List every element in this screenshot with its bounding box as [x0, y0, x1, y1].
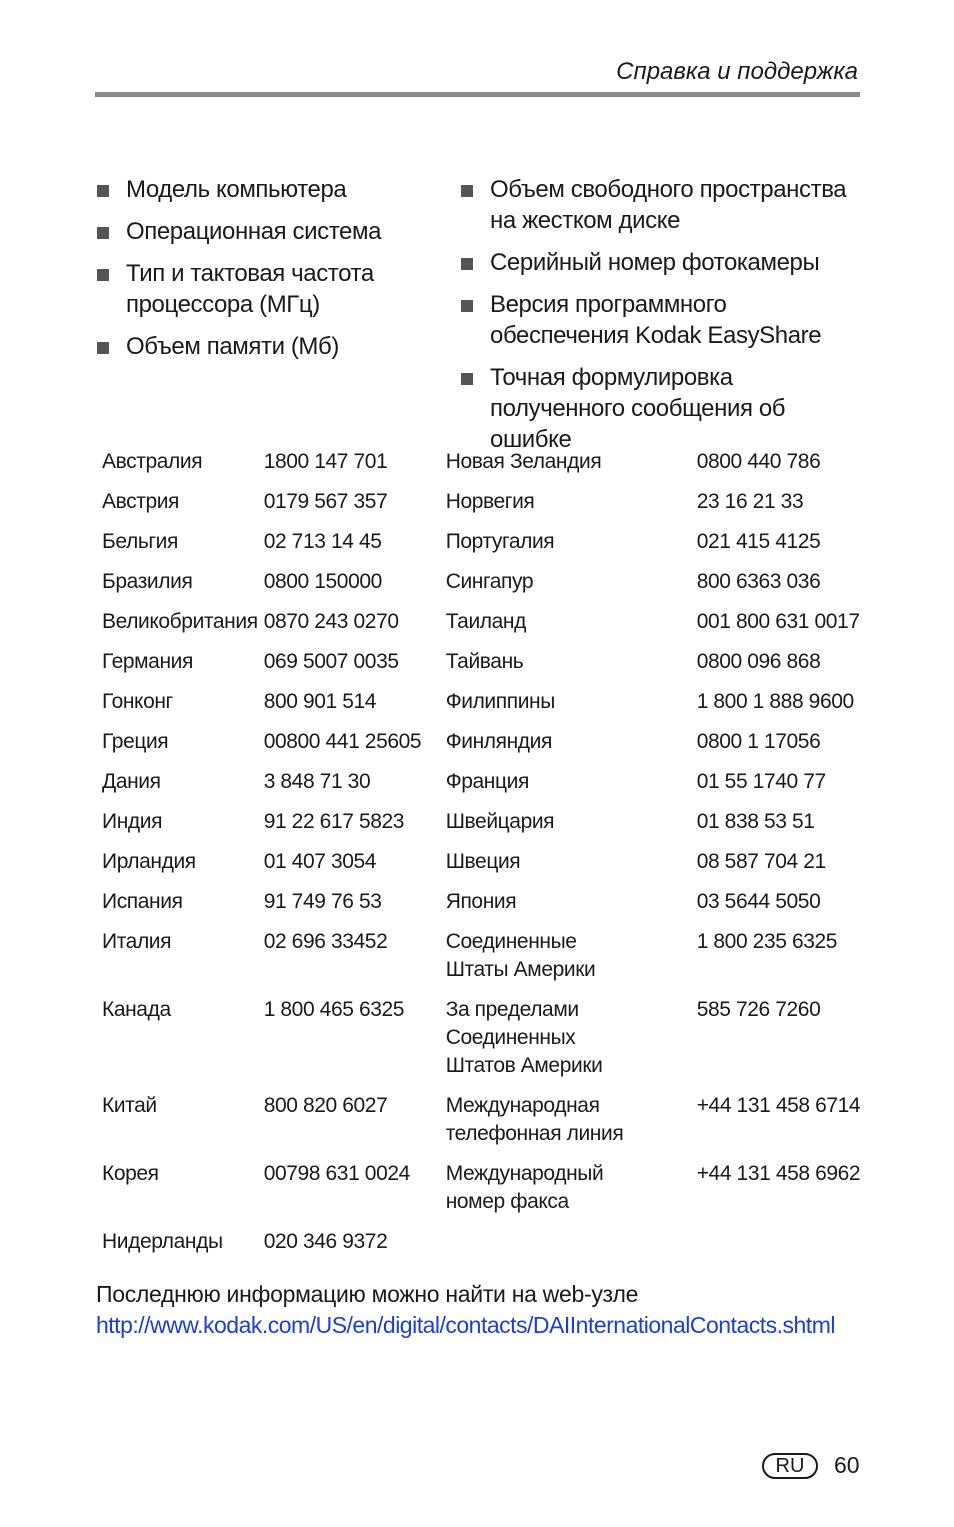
cell-line: Ирландия: [102, 850, 196, 873]
country-name: [440, 568, 691, 608]
phone-number: [258, 568, 440, 608]
header-divider: [95, 92, 860, 97]
country-name: [96, 568, 258, 608]
cell-line: Тайвань: [445, 650, 524, 673]
country-name: [96, 688, 258, 728]
country-name: [440, 1092, 691, 1160]
table-row: [96, 888, 864, 928]
phone-number: [258, 888, 440, 928]
section-title: Справка и поддержка: [616, 58, 858, 85]
cell-line: 1 800 235 6325: [696, 930, 838, 953]
cell-line: 0800 096 868: [696, 650, 821, 673]
checklist-item-text: Объем свободного пространства на жестком диске: [490, 176, 847, 234]
phone-number: [691, 848, 864, 888]
checklist-item: [460, 174, 860, 236]
cell-line: +44 131 458 6714: [696, 1094, 861, 1117]
cell-line: Швейцария: [445, 810, 555, 833]
cell-line: 02 696 33452: [263, 930, 388, 953]
country-name: [96, 888, 258, 928]
table-row: [96, 1228, 864, 1268]
checklist-item-text: Модель компьютера: [126, 176, 347, 203]
table-row: [96, 488, 864, 528]
square-bullet-icon: [97, 227, 109, 239]
cell-line: 800 820 6027: [263, 1094, 388, 1117]
page-number: 60: [834, 1452, 860, 1478]
cell-line: Гонконг: [102, 690, 173, 713]
left-checklist: [96, 174, 436, 373]
cell-line: номер факса: [445, 1190, 569, 1213]
square-bullet-icon: [461, 373, 473, 385]
cell-line: 800 901 514: [263, 690, 377, 713]
cell-line: Португалия: [445, 530, 555, 553]
cell-line: Австралия: [102, 450, 203, 473]
phone-number: [691, 768, 864, 808]
phone-number: [258, 488, 440, 528]
phone-number: [258, 1228, 440, 1268]
cell-line: 020 346 9372: [263, 1230, 388, 1253]
table-row: [96, 848, 864, 888]
country-name: [96, 808, 258, 848]
phone-number: [691, 688, 864, 728]
table-row: [96, 996, 864, 1092]
square-bullet-icon: [461, 300, 473, 312]
cell-line: 1 800 1 888 9600: [696, 690, 854, 713]
cell-line: Соединенные: [445, 930, 577, 953]
cell-line: Китай: [102, 1094, 157, 1117]
table-row: [96, 528, 864, 568]
phone-number: [258, 1092, 440, 1160]
phone-number: [691, 728, 864, 768]
phone-number: [258, 688, 440, 728]
phone-number: [691, 928, 864, 996]
country-name: [96, 768, 258, 808]
country-name: [96, 608, 258, 648]
country-name: [440, 996, 691, 1092]
cell-line: 0800 1 17056: [696, 730, 821, 753]
cell-line: Франция: [445, 770, 529, 793]
phone-number: [691, 608, 864, 648]
country-name: [440, 688, 691, 728]
phone-number: [691, 488, 864, 528]
phone-number: [258, 848, 440, 888]
country-name: [96, 528, 258, 568]
country-name: [440, 1228, 691, 1268]
cell-line: Германия: [102, 650, 193, 673]
cell-line: 585 726 7260: [696, 998, 821, 1021]
cell-line: Великобритания: [102, 610, 258, 633]
table-row: [96, 808, 864, 848]
cell-line: За пределами: [445, 998, 579, 1021]
cell-line: 1800 147 701: [263, 450, 388, 473]
checklist-item: [96, 258, 436, 320]
country-name: [96, 928, 258, 996]
cell-line: 021 415 4125: [696, 530, 821, 553]
checklist-item: [96, 331, 436, 362]
country-name: [96, 448, 258, 488]
square-bullet-icon: [97, 269, 109, 281]
cell-line: 02 713 14 45: [263, 530, 382, 553]
cell-line: Бельгия: [102, 530, 178, 553]
cell-line: Норвегия: [445, 490, 535, 513]
cell-line: Международный: [445, 1162, 604, 1185]
table-row: [96, 448, 864, 488]
checklist-item: [460, 362, 860, 455]
phone-number: [258, 768, 440, 808]
phone-number: [258, 728, 440, 768]
cell-line: 0870 243 0270: [263, 610, 399, 633]
country-name: [440, 448, 691, 488]
cell-line: 91 22 617 5823: [263, 810, 405, 833]
cell-line: Дания: [102, 770, 161, 793]
cell-line: 0179 567 357: [263, 490, 388, 513]
cell-line: Канада: [102, 998, 171, 1021]
cell-line: телефонная линия: [445, 1122, 624, 1145]
country-name: [440, 728, 691, 768]
country-name: [96, 728, 258, 768]
cell-line: Финляндия: [445, 730, 552, 753]
cell-line: 08 587 704 21: [696, 850, 826, 873]
cell-line: 800 6363 036: [696, 570, 821, 593]
cell-line: 91 749 76 53: [263, 890, 382, 913]
phone-number: [691, 1092, 864, 1160]
cell-line: Италия: [102, 930, 172, 953]
table-row: [96, 608, 864, 648]
checklist-item-text: Тип и тактовая частота процессора (МГц): [126, 260, 374, 318]
checklist-item: [96, 216, 436, 247]
phone-number: [258, 608, 440, 648]
checklist-item: [460, 247, 860, 278]
cell-line: 1 800 465 6325: [263, 998, 405, 1021]
table-row: [96, 928, 864, 996]
phone-number: [691, 568, 864, 608]
table-row: [96, 648, 864, 688]
cell-line: Штатов Америки: [445, 1054, 603, 1077]
cell-line: Испания: [102, 890, 183, 913]
checklist-item: [460, 289, 860, 351]
country-name: [440, 488, 691, 528]
cell-line: Таиланд: [445, 610, 526, 633]
cell-line: Нидерланды: [102, 1230, 223, 1253]
cell-line: Япония: [445, 890, 517, 913]
country-name: [440, 848, 691, 888]
phone-number: [258, 1160, 440, 1228]
cell-line: 01 55 1740 77: [696, 770, 826, 793]
table-row: [96, 1160, 864, 1228]
checklist-item-text: Точная формулировка полученного сообщения об ошибке: [490, 364, 786, 453]
phone-number: [691, 996, 864, 1092]
table-row: [96, 1092, 864, 1160]
country-name: [440, 608, 691, 648]
square-bullet-icon: [461, 258, 473, 270]
cell-line: Международная: [445, 1094, 600, 1117]
cell-line: 0800 440 786: [696, 450, 821, 473]
cell-line: Штаты Америки: [445, 958, 596, 981]
cell-line: 01 407 3054: [263, 850, 377, 873]
phone-number: [691, 1160, 864, 1228]
table-row: [96, 768, 864, 808]
square-bullet-icon: [97, 185, 109, 197]
square-bullet-icon: [97, 342, 109, 354]
country-name: [440, 888, 691, 928]
cell-line: 23 16 21 33: [696, 490, 804, 513]
cell-line: +44 131 458 6962: [696, 1162, 861, 1185]
country-name: [440, 1160, 691, 1228]
table-row: [96, 688, 864, 728]
phone-number: [691, 888, 864, 928]
country-name: [440, 528, 691, 568]
cell-line: 01 838 53 51: [696, 810, 815, 833]
table-row: [96, 568, 864, 608]
cell-line: 3 848 71 30: [263, 770, 371, 793]
cell-line: Филиппины: [445, 690, 555, 713]
country-name: [440, 648, 691, 688]
country-name: [96, 996, 258, 1092]
cell-line: 069 5007 0035: [263, 650, 399, 673]
right-checklist: [460, 174, 860, 466]
phone-number: [258, 928, 440, 996]
checklist-item-text: Версия программного обеспечения Kodak EasyShare: [490, 291, 822, 349]
cell-line: Бразилия: [102, 570, 193, 593]
checklist-item-text: Серийный номер фотокамеры: [490, 249, 820, 276]
phone-number: [691, 648, 864, 688]
cell-line: 0800 150000: [263, 570, 382, 593]
contacts-link[interactable]: http://www.kodak.com/US/en/digital/contacts/DAIInternationalContacts.shtml: [96, 1312, 835, 1338]
country-name: [96, 488, 258, 528]
phone-number: [691, 1228, 864, 1268]
cell-line: Новая Зеландия: [445, 450, 602, 473]
country-name: [96, 1228, 258, 1268]
country-name: [440, 768, 691, 808]
phone-number: [258, 808, 440, 848]
phone-number: [258, 448, 440, 488]
phone-number: [258, 996, 440, 1092]
cell-line: 03 5644 5050: [696, 890, 821, 913]
checklist-item-text: Объем памяти (Мб): [126, 333, 339, 360]
language-badge: RU: [762, 1453, 818, 1479]
country-name: [96, 648, 258, 688]
cell-line: Корея: [102, 1162, 159, 1185]
phone-number: [258, 528, 440, 568]
country-name: [96, 1160, 258, 1228]
phone-number: [691, 528, 864, 568]
footer-text: Последнюю информацию можно найти на web-узле: [96, 1281, 639, 1307]
cell-line: Соединенных: [445, 1026, 576, 1049]
cell-line: 00798 631 0024: [263, 1162, 410, 1185]
checklist-item: [96, 174, 436, 205]
country-name: [96, 848, 258, 888]
cell-line: 00800 441 25605: [263, 730, 422, 753]
country-name: [96, 1092, 258, 1160]
cell-line: Сингапур: [445, 570, 534, 593]
cell-line: Швеция: [445, 850, 521, 873]
cell-line: Греция: [102, 730, 169, 753]
cell-line: Индия: [102, 810, 163, 833]
checklist-item-text: Операционная система: [126, 218, 382, 245]
phone-number: [691, 448, 864, 488]
cell-line: Австрия: [102, 490, 180, 513]
table-row: [96, 728, 864, 768]
country-name: [440, 928, 691, 996]
phone-number: [691, 808, 864, 848]
cell-line: 001 800 631 0017: [696, 610, 860, 633]
phone-number: [258, 648, 440, 688]
country-name: [440, 808, 691, 848]
contacts-table: [96, 448, 864, 1268]
square-bullet-icon: [461, 185, 473, 197]
